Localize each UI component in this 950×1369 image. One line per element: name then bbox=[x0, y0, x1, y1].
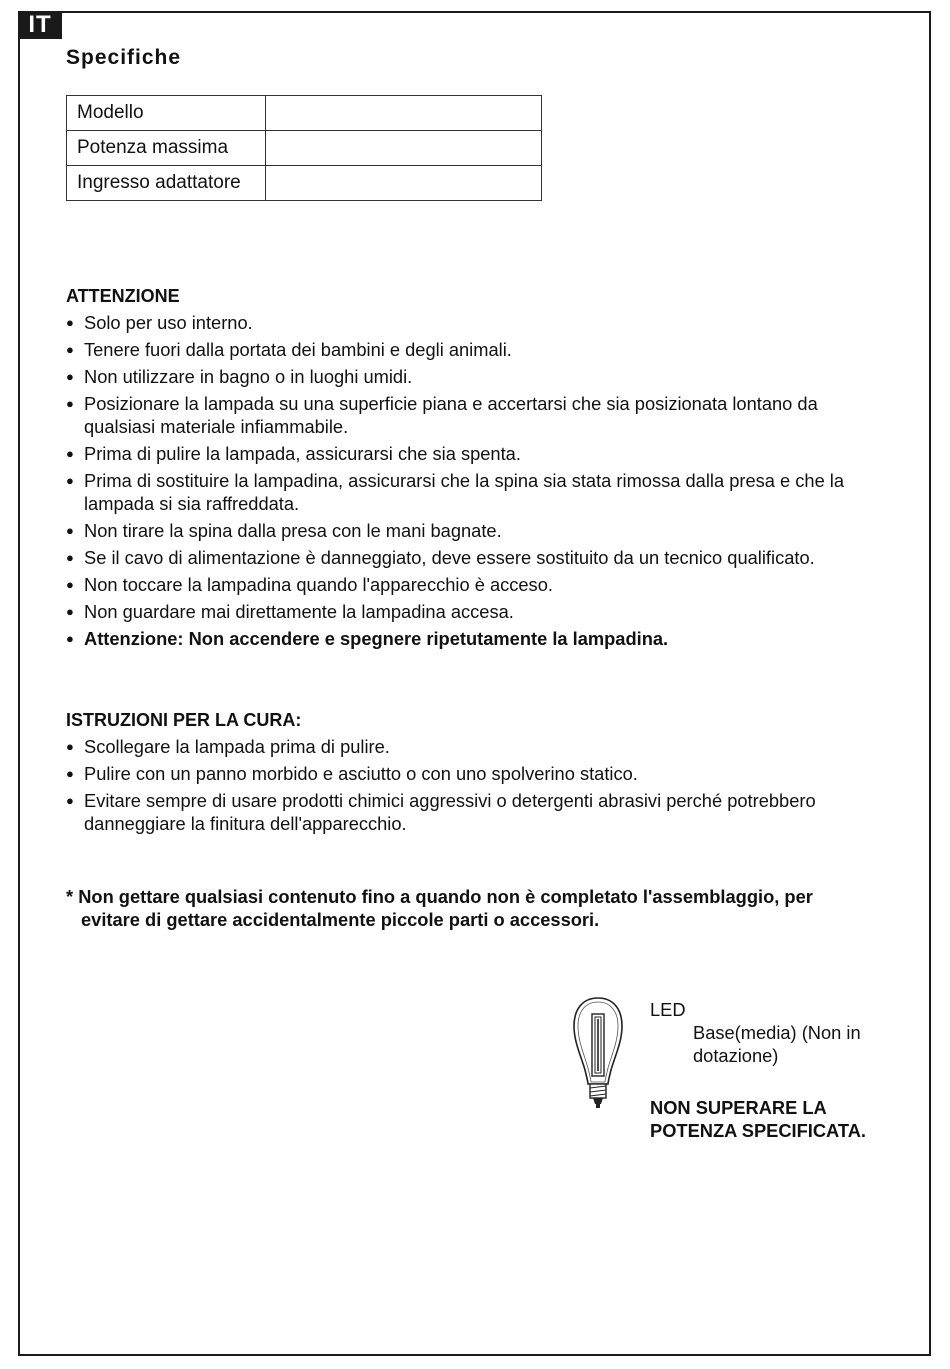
list-item: ● Prima di pulire la lampada, assicurarsi che sia spenta. bbox=[66, 442, 856, 465]
list-item: ● Scollegare la lampada prima di pulire. bbox=[66, 735, 856, 758]
spec-label: Modello bbox=[67, 96, 266, 131]
table-row bbox=[67, 96, 542, 131]
list-item: ● Pulire con un panno morbido e asciutto o con uno spolverino statico. bbox=[66, 762, 856, 785]
page-frame bbox=[18, 11, 931, 1356]
page-title: Specifiche bbox=[66, 46, 182, 69]
language-tag: IT bbox=[18, 11, 62, 39]
spec-label: Ingresso adattatore bbox=[67, 166, 266, 201]
care-heading: ISTRUZIONI PER LA CURA: bbox=[66, 710, 302, 730]
disposal-note: * Non gettare qualsiasi contenuto fino a quando non è completato l'assemblaggio, per evitare di gettare accidentalmente piccole parti o accessori. bbox=[66, 886, 813, 930]
list-item: ● Solo per uso interno. bbox=[66, 311, 856, 334]
list-item: ● Se il cavo di alimentazione è danneggiato, deve essere sostituito da un tecnico qualificato. bbox=[66, 546, 856, 569]
bulb-base: Base(media) (Non in dotazione) bbox=[693, 1022, 861, 1066]
spec-value bbox=[266, 166, 542, 201]
specs-table bbox=[66, 95, 542, 201]
list-item: ● Non utilizzare in bagno o in luoghi umidi. bbox=[66, 365, 856, 388]
list-item: ● Non tirare la spina dalla presa con le mani bagnate. bbox=[66, 519, 856, 542]
list-item: ● Tenere fuori dalla portata dei bambini e degli animali. bbox=[66, 338, 856, 361]
care-section bbox=[66, 710, 856, 839]
list-item: ● Non toccare la lampadina quando l'apparecchio è acceso. bbox=[66, 573, 856, 596]
spec-value bbox=[266, 131, 542, 166]
warnings-list bbox=[66, 311, 856, 650]
list-item: ● Attenzione: Non accendere e spegnere ripetutamente la lampadina. bbox=[66, 627, 856, 650]
spec-label: Potenza massima bbox=[67, 131, 266, 166]
warnings-section bbox=[66, 286, 856, 654]
bulb-description bbox=[650, 998, 880, 1067]
spec-value bbox=[266, 96, 542, 131]
list-item: ● Posizionare la lampada su una superficie piana e accertarsi che sia posizionata lontano da qualsiasi materiale infiammabile. bbox=[66, 392, 856, 438]
list-item: ● Non guardare mai direttamente la lampadina accesa. bbox=[66, 600, 856, 623]
list-item: ● Prima di sostituire la lampadina, assicurarsi che la spina sia stata rimossa dalla presa e che la lampada si sia raffreddata. bbox=[66, 469, 856, 515]
table-row bbox=[67, 166, 542, 201]
wattage-warning: NON SUPERARE LA POTENZA SPECIFICATA. bbox=[650, 1097, 866, 1141]
table-row bbox=[67, 131, 542, 166]
bulb-type: LED bbox=[650, 999, 686, 1020]
led-bulb-icon bbox=[568, 996, 628, 1112]
warnings-heading: ATTENZIONE bbox=[66, 286, 180, 306]
care-list bbox=[66, 735, 856, 835]
list-item: ● Evitare sempre di usare prodotti chimici aggressivi o detergenti abrasivi perché potrebbero danneggiare la finitura dell'apparecchio. bbox=[66, 789, 856, 835]
